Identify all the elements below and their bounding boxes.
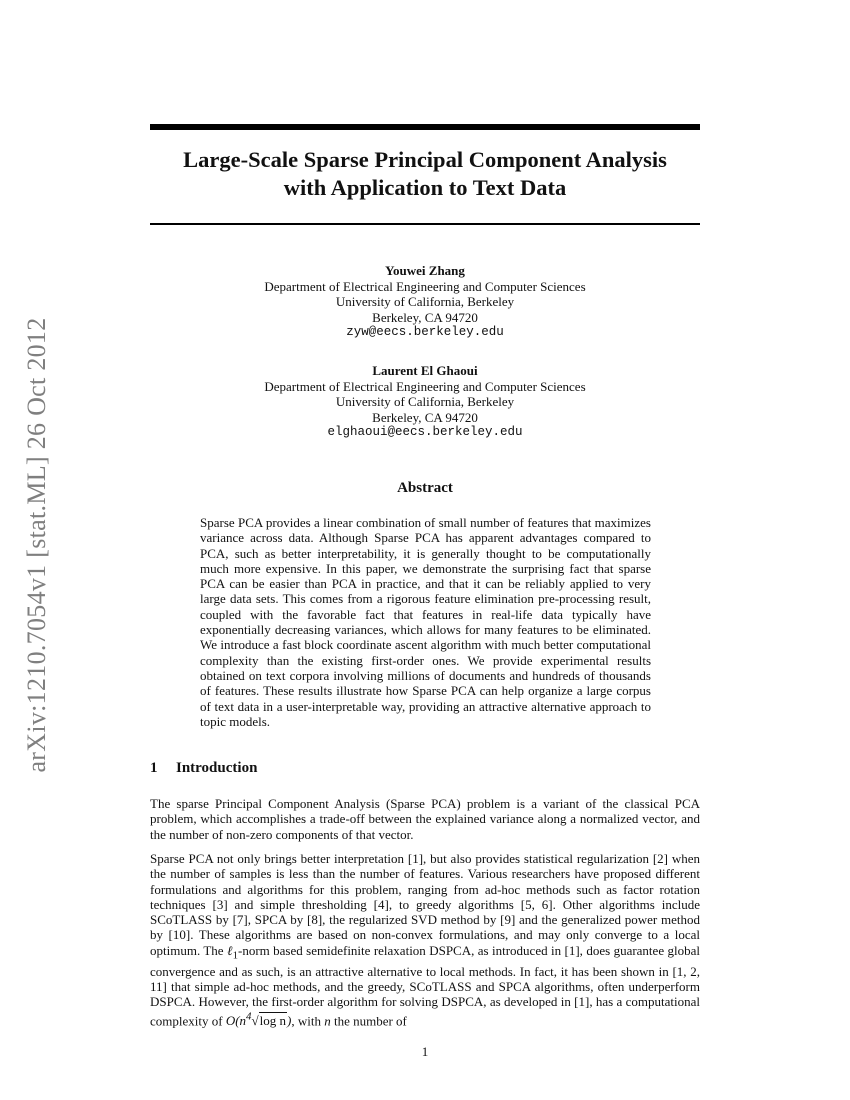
paragraph-text: -norm based semidefinite relaxation DSPCA, as introduced in [1], does guarantee global convergence and as such, is an attractive alternative to local methods. In fact, it has been shown in [1, 2, 11] that simple ad-hoc methods, and the greedy, SCoTLASS and SPCA algorithms, often underperform DSPCA. However, the first-order algorithm for solving DSPCA, as developed in [1], has a computational complexity of <box>150 942 700 1028</box>
formula-exponent: 4 <box>246 1010 252 1023</box>
author-location: Berkeley, CA 94720 <box>372 309 478 325</box>
author-department: Department of Electrical Engineering and Computer Sciences <box>264 278 586 294</box>
author-email: zyw@eecs.berkeley.edu <box>346 325 504 339</box>
author-block <box>150 363 700 441</box>
author-name: Youwei Zhang <box>385 263 465 278</box>
l1-subscript: 1 <box>232 949 238 962</box>
intro-paragraph: The sparse Principal Component Analysis (Sparse PCA) problem is a variant of the classical PCA problem, which accomplishes a trade-off between the explained variance along a normalized vector, and the number of non-zero components of that vector. <box>150 796 700 842</box>
paragraph-text: Sparse PCA not only brings better interpretation [1], but also provides statistical regularization [2] when the number of samples is less than the number of features. Various researchers have proposed different formulations and algorithms for this problem, ranging from ad-hoc methods such as factor rotation techniques [3] and simple thresholding [4], to greedy algorithms [5, 6]. Other algorithms include SCoTLASS by [7], SPCA by [8], the regularized SVD method by [9] and the generalized power method by [10]. These algorithms are based on non-convex formulations, and may only converge to a local optimum. The <box>150 851 700 958</box>
complexity-formula: $O(n^4√\log$ n) <box>225 1010 292 1028</box>
paragraph-text: , with <box>291 1012 325 1028</box>
title-bottom-rule <box>150 223 700 225</box>
author-university: University of California, Berkeley <box>335 394 515 409</box>
variable-n: n <box>324 1012 331 1028</box>
paper-title <box>150 146 700 202</box>
author-university: University of California, Berkeley <box>335 294 515 309</box>
intro-paragraph <box>150 851 700 1028</box>
author-name: Laurent El Ghaoui <box>372 363 478 378</box>
formula-close: ) <box>286 1012 292 1028</box>
abstract-text: Sparse PCA provides a linear combination of small number of features that maximizes variance across data. Although Sparse PCA has apparent advantages compared to PCA, such as better interpretability, it is generally thought to be computationally much more expensive. In this paper, we demonstrate the surprising fact that sparse PCA can be easier than PCA in practice, and that it can be reliably applied to very large data sets. This comes from a rigorous feature elimination pre-processing result, coupled with the favorable fact that features in real-life data typically have exponentially decreasing variances, which allows for many features to be eliminated. We introduce a fast block coordinate ascent algorithm with much better computational complexity than the existing first-order ones. We provide experimental results obtained on text corpora involving millions of documents and hundreds of thousands of features. These results illustrate how Sparse PCA can help organize a large corpus of text data in a user-interpretable way, providing an attractive alternative approach to topic models. <box>200 515 651 729</box>
author-block <box>150 263 700 341</box>
title-top-rule <box>150 124 700 130</box>
section-title: Introduction <box>176 760 258 776</box>
section-number: 1 <box>150 760 158 776</box>
page-number: 1 <box>421 1044 429 1059</box>
author-location: Berkeley, CA 94720 <box>372 409 478 425</box>
author-email: elghaoui@eecs.berkeley.edu <box>327 425 523 439</box>
title-line-1: Large-Scale Sparse Principal Component Analysis <box>183 147 667 172</box>
formula-prefix: O(n <box>225 1012 247 1028</box>
formula-sqrt: log n <box>259 1012 286 1028</box>
paragraph-text: the number of <box>330 1012 407 1028</box>
arxiv-identifier: arXiv:1210.7054v1 [stat.ML] 26 Oct 2012 <box>22 317 51 773</box>
author-department: Department of Electrical Engineering and Computer Sciences <box>264 378 586 394</box>
title-line-2: with Application to Text Data <box>283 175 567 200</box>
section-heading <box>150 760 700 777</box>
l1-symbol: ℓ <box>226 942 233 958</box>
abstract-heading: Abstract <box>397 480 453 496</box>
